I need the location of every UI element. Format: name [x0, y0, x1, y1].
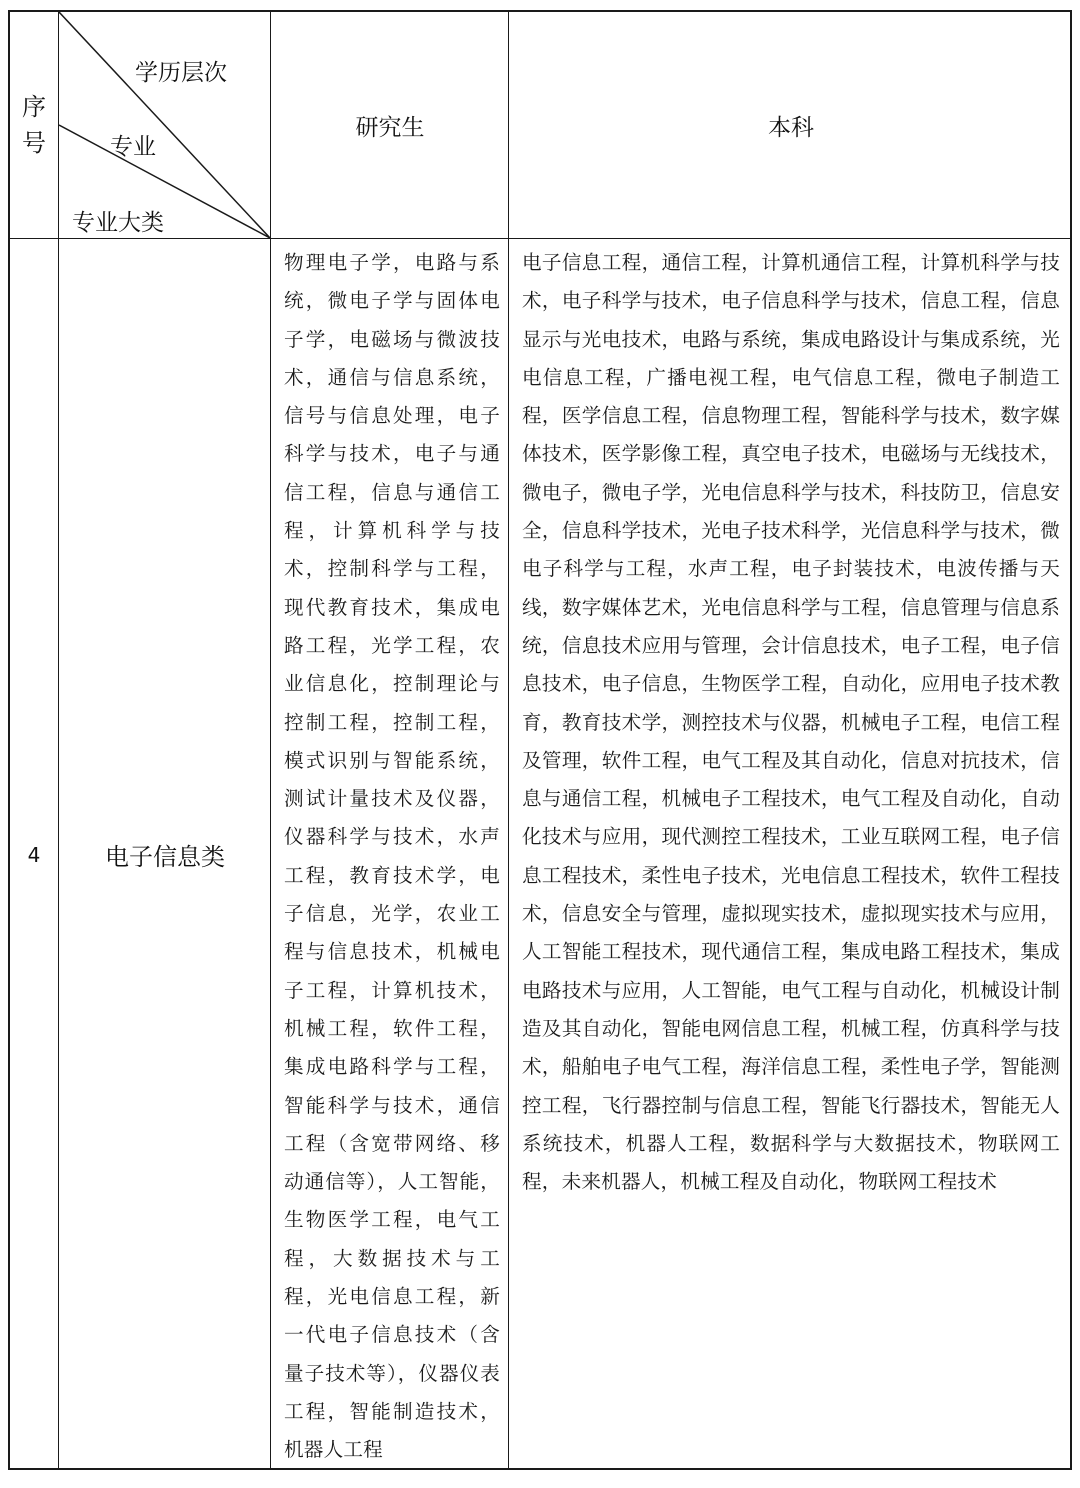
column-divider: [508, 12, 509, 1468]
graduate-column-header: 研究生: [355, 114, 425, 141]
seq-header: [10, 12, 58, 238]
undergrad-column-header: 本科: [768, 114, 814, 141]
column-divider: [58, 12, 59, 1468]
diag-label-major: 专业: [110, 134, 156, 160]
undergrad-majors-text: 电子信息工程，通信工程，计算机通信工程，计算机科学与技术，电子科学与技术，电子信息科学与技术，信息工程，信息显示与光电技术，电路与系统，集成电路设计与集成系统，光电信息工程，广播电视工程，电气信息工程，微电子制造工程，医学信息工程，信息物理工程，智能科学与技术，数字媒体技术，医学影像工程，真空电子技术，电磁场与无线技术，微电子，微电子学，光电信息科学与技术，科技防卫，信息安全，信息科学技术，光电子技术科学，光信息科学与技术，微电子科学与工程，水声工程，电子封装技术，电波传播与天线，数字媒体艺术，光电信息科学与工程，信息管理与信息系统，信息技术应用与管理，会计信息技术，电子工程，电子信息技术，电子信息，生物医学工程，自动化，应用电子技术教育，教育技术学，测控技术与仪器，机械电子工程，电信工程及管理，软件工程，电气工程及其自动化，信息对抗技术，信息与通信工程，机械电子工程技术，电气工程及自动化，自动化技术与应用，现代测控工程技术，工业互联网工程，电子信息工程技术，柔性电子技术，光电信息工程技术，软件工程技术，信息安全与管理，虚拟现实技术，虚拟现实技术与应用，人工智能工程技术，现代通信工程，集成电路工程技术，集成电路技术与应用，人工智能，电气工程与自动化，机械设计制造及其自动化，智能电网信息工程，机械工程，仿真科学与技术，船舶电子电气工程，海洋信息工程，柔性电子学，智能测控工程，飞行器控制与信息工程，智能飞行器技术，智能无人系统技术，机器人工程，数据科学与大数据技术，物联网工程，未来机器人，机械工程及自动化，物联网工程技术: [522, 251, 1060, 1194]
row-number: 4: [27, 842, 41, 867]
seq-header-top: 序: [22, 93, 46, 121]
diag-label-level: 学历层次: [135, 60, 227, 86]
major-table: [8, 10, 1072, 1470]
column-divider: [270, 12, 271, 1468]
graduate-majors-text: 物理电子学，电路与系统，微电子学与固体电子学，电磁场与微波技术，通信与信息系统，信号与信息处理，电子科学与技术，电子与通信工程，信息与通信工程，计算机科学与技术，控制科学与工程，现代教育技术，集成电路工程，光学工程，农业信息化，控制理论与控制工程，控制工程，模式识别与智能系统，测试计量技术及仪器，仪器科学与技术，水声工程，教育技术学，电子信息，光学，农业工程与信息技术，机械电子工程，计算机技术，机械工程，软件工程，集成电路科学与工程，智能科学与技术，通信工程（含宽带网络、移动通信等），人工智能，生物医学工程，电气工程，大数据技术与工程，光电信息工程，新一代电子信息技术（含量子技术等），仪器仪表工程，智能制造技术，机器人工程: [284, 251, 500, 1462]
row-category: 电子信息类: [105, 843, 225, 871]
diag-label-category: 专业大类: [72, 210, 164, 236]
seq-header-bottom: 号: [22, 129, 46, 157]
